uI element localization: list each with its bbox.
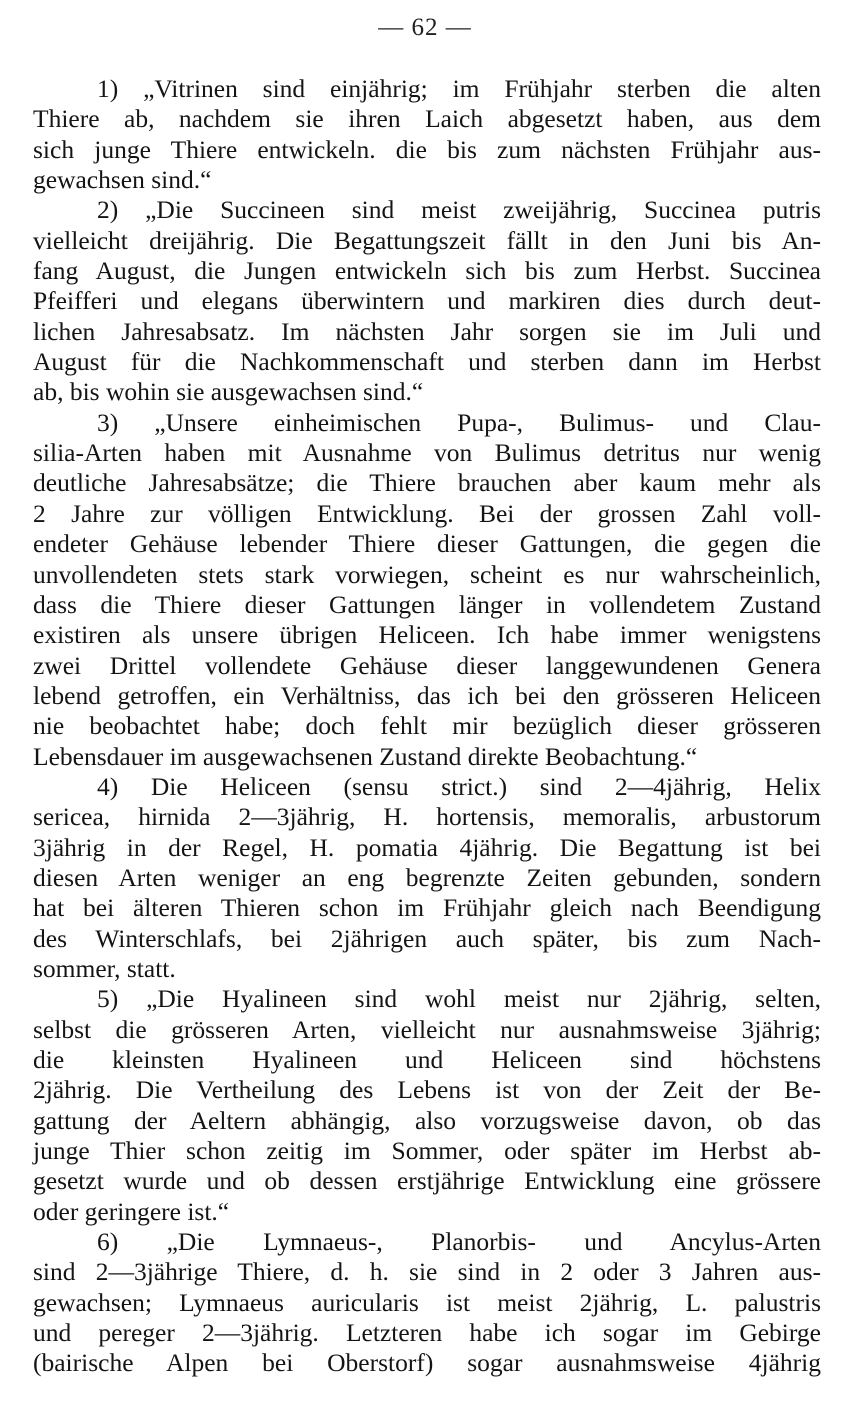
text-line: sericea, hirnida 2—3jährig, H. hortensis, memoralis, arbustorum [33, 802, 821, 832]
text-line: 2) „Die Succineen sind meist zweijährig, Succinea putris [97, 195, 821, 225]
text-line: lichen Jahresabsatz. Im nächsten Jahr sorgen sie im Juli und [33, 316, 821, 346]
text-line: junge Thier schon zeitig im Sommer, oder später im Herbst ab- [33, 1136, 821, 1166]
text-line: sich junge Thiere entwickeln. die bis zum nächsten Frühjahr aus- [33, 134, 821, 164]
text-line: endeter Gehäuse lebender Thiere dieser Gattungen, die gegen die [33, 529, 821, 559]
text-line: August für die Nachkommenschaft und sterben dann im Herbst [33, 347, 821, 377]
text-line: Thiere ab, nachdem sie ihren Laich abgesetzt haben, aus dem [33, 104, 821, 134]
text-line: die kleinsten Hyalineen und Heliceen sind höchstens [33, 1045, 821, 1074]
text-line: Pfeifferi und elegans überwintern und markiren dies durch deut- [33, 286, 821, 316]
text-line: gewachsen sind.“ [33, 165, 212, 195]
text-line: 1) „Vitrinen sind einjährig; im Frühjahr sterben die alten [97, 74, 821, 103]
text-line: und pereger 2—3jährig. Letzteren habe ich sogar im Gebirge [33, 1318, 821, 1348]
text-line: lebend getroffen, ein Verhältniss, das ich bei den grösseren Heliceen [33, 680, 821, 710]
text-line: gesetzt wurde und ob dessen erstjährige Entwicklung eine grössere [33, 1166, 821, 1196]
text-line: fang August, die Jungen entwickeln sich bis zum Herbst. Succinea [33, 256, 821, 286]
text-line: dass die Thiere dieser Gattungen länger in vollendetem Zustand [33, 589, 821, 619]
text-line: 6) „Die Lymnaeus-, Planorbis- und Ancylus-Arten [97, 1227, 821, 1257]
text-line: diesen Arten weniger an eng begrenzte Zeiten gebunden, sondern [33, 862, 821, 892]
text-line: sind 2—3jährige Thiere, d. h. sie sind in 2 oder 3 Jahren aus- [33, 1257, 821, 1287]
text-line: nie beobachtet habe; doch fehlt mir bezüglich dieser grösseren [33, 711, 821, 741]
text-line: unvollendeten stets stark vorwiegen, scheint es nur wahrscheinlich, [33, 559, 821, 589]
text-line: 3jährig in der Regel, H. pomatia 4jährig. Die Begattung ist bei [33, 832, 821, 862]
text-line: zwei Drittel vollendete Gehäuse dieser langgewundenen Genera [33, 650, 821, 680]
text-line: hat bei älteren Thieren schon im Frühjahr gleich nach Beendigung [33, 893, 821, 923]
text-line: des Winterschlafs, bei 2jährigen auch später, bis zum Nach- [33, 923, 821, 953]
text-line: Lebensdauer im ausgewachsenen Zustand direkte Beobachtung.“ [33, 741, 698, 771]
text-line: existiren als unsere übrigen Heliceen. Ich habe immer wenigstens [33, 620, 821, 650]
text-line: deutliche Jahresabsätze; die Thiere brauchen aber kaum mehr als [33, 468, 821, 498]
text-line: selbst die grösseren Arten, vielleicht nur ausnahmsweise 3jährig; [33, 1014, 821, 1044]
text-line: vielleicht dreijährig. Die Begattungszeit fällt in den Juni bis An- [33, 225, 821, 255]
text-line: gattung der Aeltern abhängig, also vorzugsweise davon, ob das [33, 1105, 821, 1135]
body-text [33, 74, 821, 1379]
text-line: 2jährig. Die Vertheilung des Lebens ist von der Zeit der Be- [33, 1075, 821, 1105]
text-line: 4) Die Heliceen (sensu strict.) sind 2—4jährig, Helix [97, 771, 821, 801]
text-line: 3) „Unsere einheimischen Pupa-, Bulimus- und Clau- [97, 407, 821, 437]
text-line: 2 Jahre zur völligen Entwicklung. Bei der grossen Zahl voll- [33, 498, 821, 528]
text-line: (bairische Alpen bei Oberstorf) sogar ausnahmsweise 4jährig [33, 1348, 821, 1378]
text-line: sommer, statt. [33, 953, 176, 983]
text-line: oder geringere ist.“ [33, 1196, 230, 1226]
text-line: gewachsen; Lymnaeus auricularis ist meist 2jährig, L. palustris [33, 1287, 821, 1317]
text-line: silia-Arten haben mit Ausnahme von Bulimus detritus nur wenig [33, 438, 821, 468]
text-line: ab, bis wohin sie ausgewachsen sind.“ [33, 377, 424, 407]
text-line: 5) „Die Hyalineen sind wohl meist nur 2jährig, selten, [97, 984, 821, 1014]
page-number: — 62 — [378, 14, 472, 41]
